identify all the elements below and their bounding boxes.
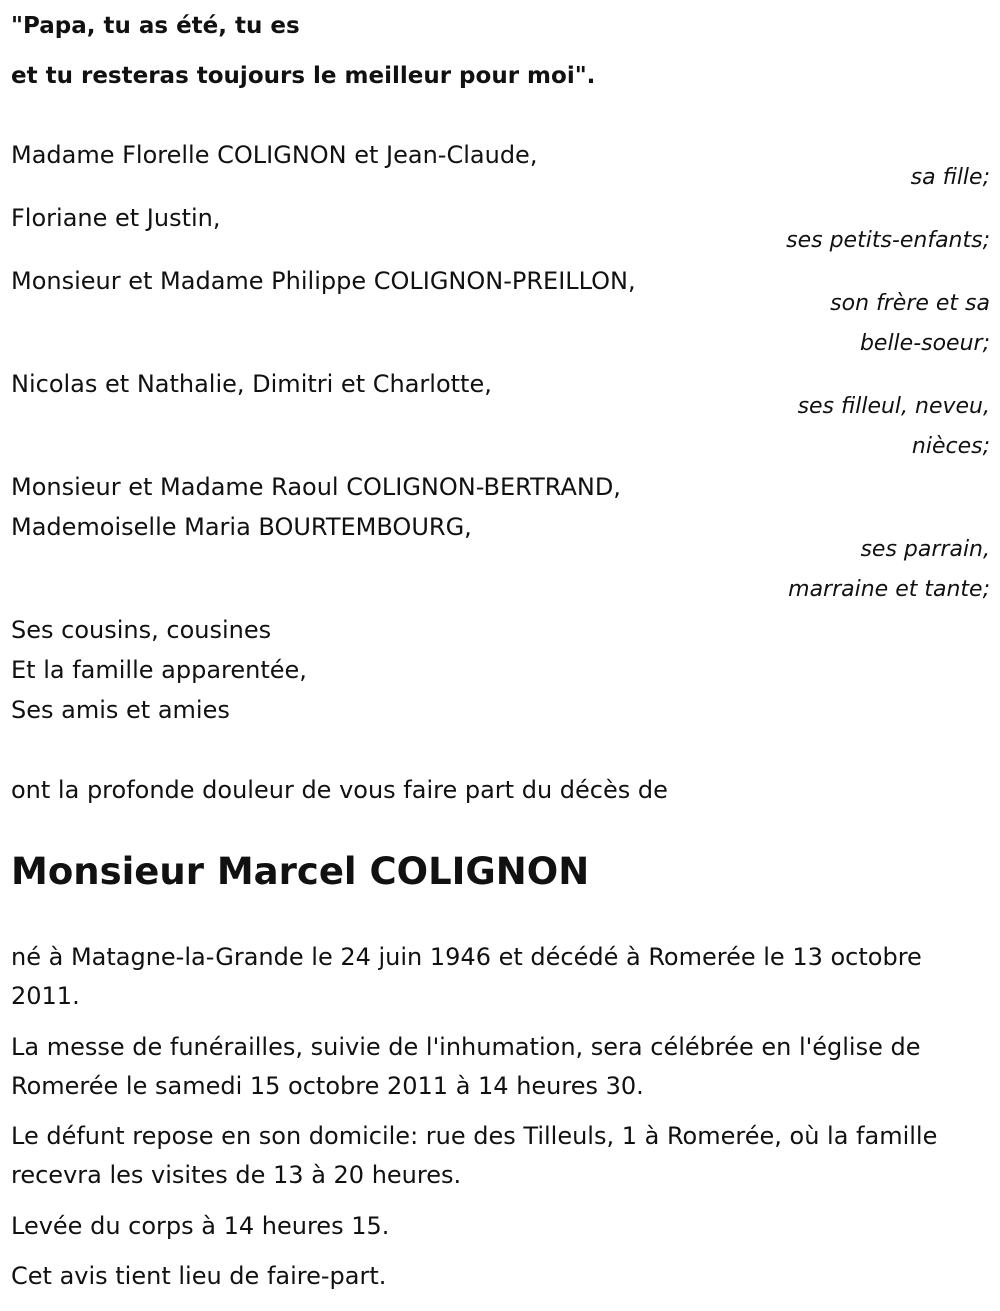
obituary-notice <box>11 0 990 1311</box>
funeral-mass-details: La messe de funérailles, suivie de l'inhumation, sera célébrée en l'église de Romerée le samedi 15 octobre 2011 à 14 heures 30. <box>11 1033 921 1100</box>
family-name-godparents-1: Monsieur et Madame Raoul COLIGNON-BERTRAND, <box>11 473 621 501</box>
relation-godparents-line-1: ses parrain, <box>860 537 990 562</box>
birth-death-details: né à Matagne-la-Grande le 24 juin 1946 et décédé à Romerée le 13 octobre 2011. <box>11 943 922 1010</box>
family-name-brother: Monsieur et Madame Philippe COLIGNON-PREILLON, <box>11 267 636 295</box>
family-name-godchildren: Nicolas et Nathalie, Dimitri et Charlotte, <box>11 370 492 398</box>
others-friends: Ses amis et amies <box>11 696 230 724</box>
others-family: Et la famille apparentée, <box>11 656 307 684</box>
relation-daughter: sa fille; <box>910 165 990 190</box>
quote-line-1: "Papa, tu as été, tu es <box>11 13 300 39</box>
relation-brother-line-1: son frère et sa <box>830 291 990 316</box>
relation-godchildren-line-2: nièces; <box>911 434 990 459</box>
family-name-grandchildren: Floriane et Justin, <box>11 204 221 232</box>
relation-godparents-line-2: marraine et tante; <box>788 577 990 602</box>
family-name-daughter: Madame Florelle COLIGNON et Jean-Claude, <box>11 141 538 169</box>
others-cousins: Ses cousins, cousines <box>11 616 272 644</box>
family-name-godparents-2: Mademoiselle Maria BOURTEMBOURG, <box>11 513 472 541</box>
relation-brother-line-2: belle-soeur; <box>859 331 990 356</box>
deceased-name: Monsieur Marcel COLIGNON <box>11 850 590 893</box>
quote-line-2: et tu resteras toujours le meilleur pour moi". <box>11 63 596 89</box>
relation-grandchildren: ses petits-enfants; <box>786 228 990 253</box>
body-removal-details: Levée du corps à 14 heures 15. <box>11 1212 390 1240</box>
relation-godchildren-line-1: ses filleul, neveu, <box>797 394 990 419</box>
visitation-details: Le défunt repose en son domicile: rue des Tilleuls, 1 à Romerée, où la famille recevra les visites de 13 à 20 heures. <box>11 1122 938 1189</box>
notice-closing: Cet avis tient lieu de faire-part. <box>11 1262 387 1290</box>
announcement-text: ont la profonde douleur de vous faire part du décès de <box>11 776 668 804</box>
